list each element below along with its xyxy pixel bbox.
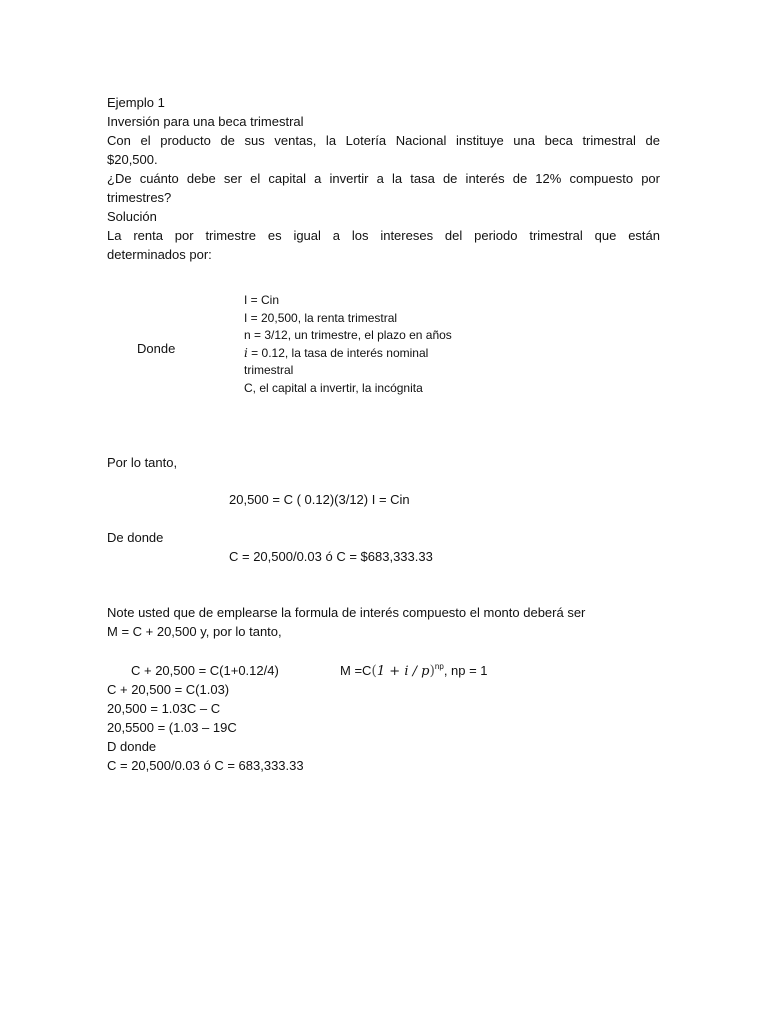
equation-d: 20,5500 = (1.03 – 19C — [107, 720, 237, 735]
close-paren: ) — [429, 663, 435, 679]
rate-variable: i — [244, 345, 248, 360]
comma: , — [443, 663, 448, 678]
note-line-2: M = C + 20,500 y, por lo tanto, — [107, 624, 282, 639]
equation-2: C = 20,500/0.03 ó C = $683,333.33 — [229, 549, 433, 564]
question-line-2: trimestres? — [107, 190, 172, 205]
definitions-list — [244, 292, 452, 397]
compound-exponent: np — [434, 662, 444, 671]
paragraph-1-line-1: Con el producto de sus ventas, la Lotería Nacional instituye una beca trimestral de — [107, 133, 660, 148]
equation-e: C = 20,500/0.03 ó C = 683,333.33 — [107, 758, 304, 773]
definition-rate-cont: trimestral — [244, 363, 294, 377]
definition-rate — [244, 345, 452, 363]
note-line-1: Note usted que de emplearse la formula de interés compuesto el monto deberá ser — [107, 605, 586, 620]
equation-c: 20,500 = 1.03C – C — [107, 701, 221, 716]
np-value: np = 1 — [451, 663, 488, 678]
equation-a: C + 20,500 = C(1+0.12/4) — [131, 663, 279, 678]
paragraph-2-line-1: La renta por trimestre es igual a los intereses del periodo trimestral que están — [107, 228, 660, 243]
definition-n: n = 3/12, un trimestre, el plazo en años — [244, 328, 452, 342]
question-line-1: ¿De cuánto debe ser el capital a invertir a la tasa de interés de 12% compuesto por — [107, 171, 660, 186]
donde-label: Donde — [137, 341, 176, 356]
compound-inner: 1 + i / p — [376, 664, 430, 679]
d-donde: D donde — [107, 739, 157, 754]
example-subtitle: Inversión para una beca trimestral — [107, 114, 304, 129]
compound-prefix: M =C — [340, 663, 372, 678]
intro-section — [107, 93, 660, 264]
paragraph-2-line-2: determinados por: — [107, 247, 212, 262]
compound-formula — [340, 661, 447, 681]
equation-b: C + 20,500 = C(1.03) — [107, 682, 230, 697]
definition-capital: C, el capital a invertir, la incógnita — [244, 380, 423, 395]
rate-description: = 0.12, la tasa de interés nominal — [247, 345, 429, 360]
example-title: Ejemplo 1 — [107, 95, 165, 110]
calc-steps — [107, 680, 304, 775]
por-lo-tanto: Por lo tanto, — [107, 455, 178, 470]
paragraph-1-line-2: $20,500. — [107, 152, 158, 167]
open-paren: ( — [371, 663, 377, 679]
equation-1: 20,500 = C ( 0.12)(3/12) I = Cin — [229, 492, 410, 507]
de-donde: De donde — [107, 530, 164, 545]
definition-formula: I = Cin — [244, 293, 280, 307]
solution-heading: Solución — [107, 209, 157, 224]
definition-i: I = 20,500, la renta trimestral — [244, 310, 398, 325]
